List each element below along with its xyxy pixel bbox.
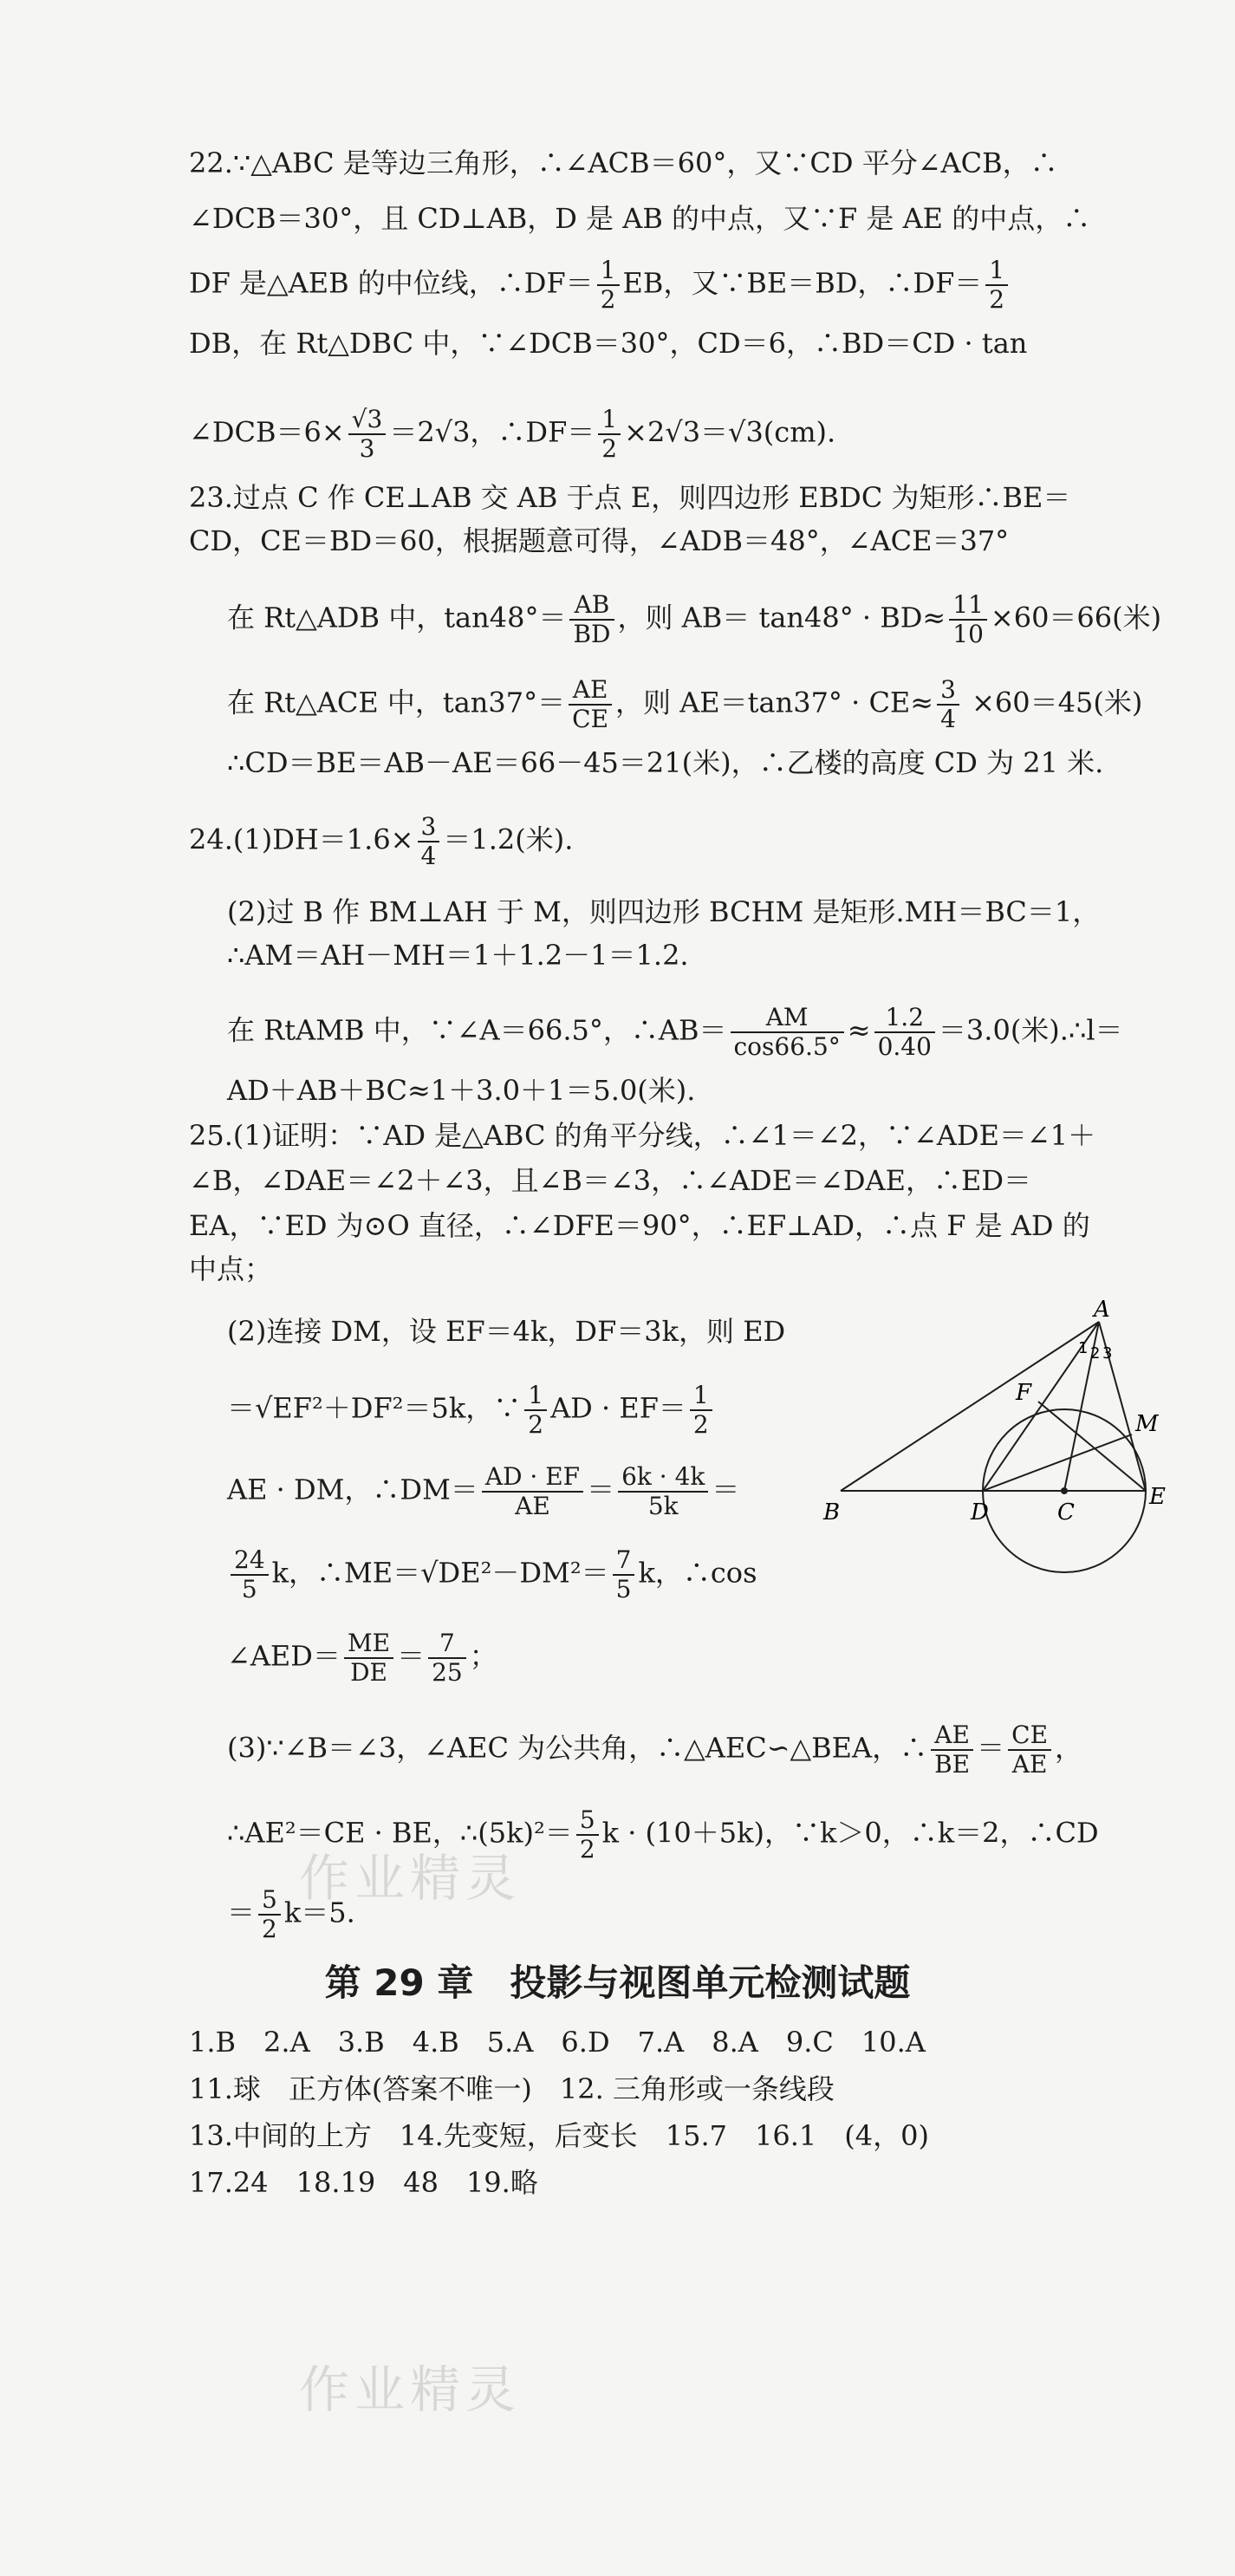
- p23-line-2: CD，CE＝BD＝60，根据题意可得，∠ADB＝48°，∠ACE＝37°: [189, 524, 1010, 557]
- answers-line-2: 11.球 正方体(答案不唯一) 12. 三角形或一条线段: [189, 2072, 835, 2105]
- fraction: $\frac{CE}{AE}$: [1008, 1721, 1051, 1779]
- answers-line-1: 1.B 2.A 3.B 4.B 5.A 6.D 7.A 8.A 9.C 10.A: [189, 2026, 926, 2059]
- center-point: [1061, 1487, 1068, 1494]
- p25-line-7: AE · DM，∴DM＝ $\frac{AD \cdot EF}{AE}$ ＝ $\frac{6k \cdot 4k}{5k}$ ＝: [227, 1462, 740, 1520]
- label-a: A: [1094, 1297, 1110, 1323]
- fraction: $\frac{3}{4}$: [418, 813, 440, 870]
- watermark: 作业精灵: [299, 1849, 522, 1908]
- p22-line-1: 22.∵△ABC 是等边三角形，∴∠ACB＝60°，又∵CD 平分∠ACB，∴: [189, 146, 1058, 179]
- fraction: $\frac{AB}{BD}$: [569, 591, 614, 648]
- fraction: $\frac{AE}{BE}$: [931, 1721, 973, 1779]
- p22-line-5: ∠DCB＝6× $\frac{√3}{3}$ ＝2√3，∴DF＝ $\frac{1}{2}$ ×2√3＝√3(cm).: [189, 405, 836, 463]
- fraction: $\frac{1}{2}$: [524, 1382, 547, 1439]
- fraction: $\frac{1}{2}$: [598, 406, 621, 463]
- fraction: $\frac{1.2}{0.40}$: [874, 1004, 935, 1061]
- fraction: $\frac{AD \cdot EF}{AE}$: [482, 1463, 583, 1520]
- p23-line-1: 23.过点 C 作 CE⊥AB 交 AB 于点 E，则四边形 EBDC 为矩形∴BE＝: [189, 481, 1071, 514]
- fraction: $\frac{7}{25}$: [428, 1630, 466, 1687]
- label-angle-2: 2: [1090, 1344, 1101, 1363]
- p25-line-12: ＝ $\frac{5}{2}$ k＝5.: [227, 1885, 355, 1943]
- segment-dm: [983, 1434, 1132, 1491]
- fraction: $\frac{AM}{\cos 66.5^\circ}$: [731, 1004, 844, 1061]
- chapter-title: 第 29 章 投影与视图单元检测试题: [324, 1961, 911, 2004]
- p25-line-6: ＝√EF²＋DF²＝5k，∵ $\frac{1}{2}$ AD · EF＝ $\frac{1}{2}$: [227, 1382, 1200, 1439]
- label-f: F: [1016, 1380, 1032, 1406]
- p23-line-5: ∴CD＝BE＝AB－AE＝66－45＝21(米)，∴乙楼的高度 CD 为 21 米.: [227, 746, 1104, 779]
- label-c: C: [1057, 1499, 1075, 1525]
- p25-line-9: ∠AED＝ $\frac{ME}{DE}$ ＝ $\frac{7}{25}$ ；: [227, 1629, 497, 1687]
- fraction: $\frac{11}{10}$: [949, 591, 987, 648]
- label-d: D: [971, 1499, 989, 1525]
- p25-line-5: (2)连接 DM，设 EF＝4k，DF＝3k，则 ED: [227, 1315, 786, 1348]
- p22-line-3: DF 是△AEB 的中位线，∴DF＝ $\frac{1}{2}$ EB，又∵BE＝BD，∴DF＝ $\frac{1}{2}$: [189, 257, 1200, 314]
- label-e: E: [1149, 1484, 1166, 1510]
- p24-line-2: (2)过 B 作 BM⊥AH 于 M，则四边形 BCHM 是矩形.MH＝BC＝1，: [227, 895, 1101, 928]
- fraction: $\frac{6k \cdot 4k}{5k}$: [618, 1463, 708, 1520]
- segment-ab: [841, 1322, 1099, 1491]
- p23-line-4: 在 Rt△ACE 中，tan37°＝ $\frac{AE}{CE}$ ，则 AE＝tan37° · CE≈ $\frac{3}{4}$ ×60＝45(米): [227, 675, 1143, 733]
- fraction: $\frac{ME}{DE}$: [344, 1630, 393, 1687]
- p22-line-2: ∠DCB＝30°，且 CD⊥AB，D 是 AB 的中点，又∵F 是 AE 的中点，∴: [189, 202, 1091, 235]
- geometry-figure: [823, 1297, 1166, 1556]
- fraction: $\frac{24}{5}$: [231, 1546, 269, 1603]
- p25-line-8: $\frac{24}{5}$ k，∴ME＝√DE²－DM²＝ $\frac{7}{5}$ k，∴cos: [227, 1546, 1200, 1603]
- watermark: 作业精灵: [299, 2360, 522, 2419]
- p25-line-4: 中点；: [189, 1252, 273, 1285]
- label-angle-3: 3: [1102, 1344, 1113, 1363]
- label-angle-1: 1: [1078, 1339, 1089, 1357]
- p25-line-2: ∠B，∠DAE＝∠2＋∠3，且∠B＝∠3，∴∠ADE＝∠DAE，∴ED＝: [189, 1164, 1032, 1197]
- p25-line-10: (3)∵∠B＝∠3，∠AEC 为公共角，∴△AEC∽△BEA，∴ $\frac{AE}{BE}$ ＝ $\frac{CE}{AE}$ ，: [227, 1721, 1083, 1779]
- label-m: M: [1135, 1411, 1159, 1437]
- p24-line-4: 在 RtAMB 中，∵∠A＝66.5°，∴AB＝ $\frac{AM}{\cos 66.5^\circ}$ ≈ $\frac{1.2}{0.40}$ ＝3.0(米).∴l＝: [227, 1003, 1123, 1061]
- p25-line-1: 25.(1)证明：∵AD 是△ABC 的角平分线，∴∠1＝∠2，∵∠ADE＝∠1＋: [189, 1119, 1096, 1152]
- fraction: $\frac{7}{5}$: [613, 1546, 635, 1603]
- fraction: $\frac{5}{2}$: [258, 1886, 281, 1943]
- p24-line-1: 24.(1)DH＝1.6× $\frac{3}{4}$ ＝1.2(米).: [189, 812, 574, 870]
- fraction: $\frac{3}{4}$: [937, 676, 959, 733]
- answers-line-3: 13.中间的上方 14.先变短，后变长 15.7 16.1 (4，0): [189, 2119, 929, 2152]
- p25-line-3: EA，∵ED 为⊙O 直径，∴∠DFE＝90°，∴EF⊥AD，∴点 F 是 AD 的: [189, 1209, 1090, 1242]
- p24-line-3: ∴AM＝AH－MH＝1＋1.2－1＝1.2.: [227, 939, 689, 972]
- answers-line-4: 17.24 18.19 48 19.略: [189, 2166, 538, 2199]
- p24-line-5: AD＋AB＋BC≈1＋3.0＋1＝5.0(米).: [227, 1074, 696, 1107]
- fraction: $\frac{5}{2}$: [576, 1806, 599, 1864]
- p22-line-4: DB，在 Rt△DBC 中，∵∠DCB＝30°，CD＝6，∴BD＝CD · tan: [189, 327, 1028, 360]
- p23-line-3: 在 Rt△ADB 中，tan48°＝ $\frac{AB}{BD}$ ，则 AB＝ tan48° · BD≈ $\frac{11}{10}$ ×60＝66(米): [227, 590, 1162, 648]
- fraction: $\frac{1}{2}$: [985, 257, 1008, 314]
- label-b: B: [823, 1499, 841, 1525]
- p25-line-11: ∴AE²＝CE · BE，∴(5k)²＝ $\frac{5}{2}$ k · (10＋5k)，∵k＞0，∴k＝2，∴CD: [227, 1805, 1099, 1864]
- fraction: $\frac{AE}{CE}$: [569, 676, 612, 733]
- fraction: $\frac{1}{2}$: [597, 257, 620, 314]
- fraction: $\frac{1}{2}$: [690, 1382, 712, 1439]
- fraction: $\frac{√3}{3}$: [348, 406, 387, 463]
